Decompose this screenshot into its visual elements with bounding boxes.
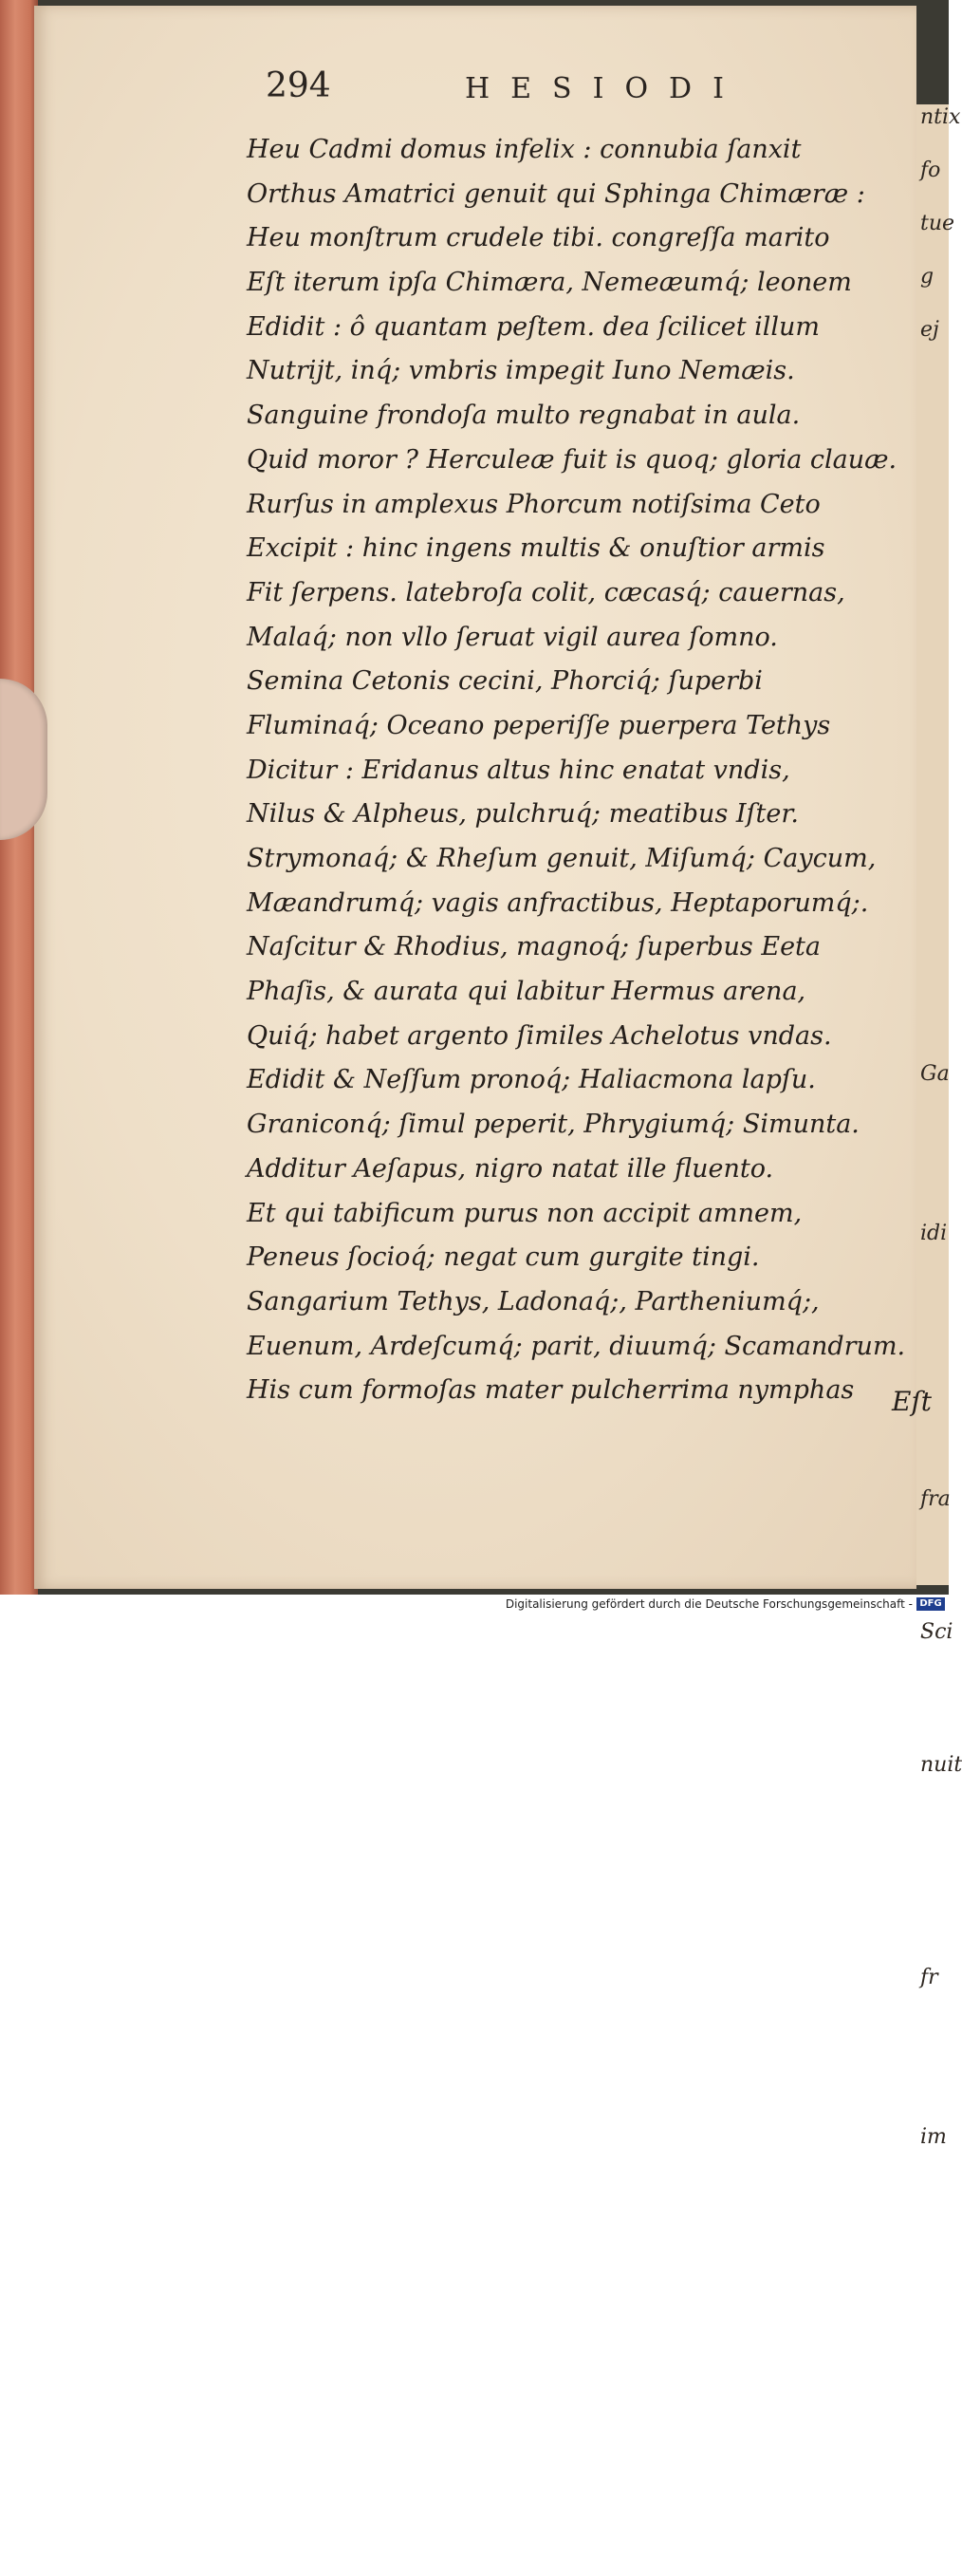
verse-line: Semina Cetonis cecini, Phorciq́; ſuperbi (247, 666, 763, 697)
verse-line: Dicitur : Eridanus altus hinc enatat vndis, (247, 755, 790, 785)
facing-page-fragment (916, 184, 949, 211)
verse-line: Heu monſtrum crudele tibi. congreſſa marito (247, 223, 830, 253)
facing-page-fragment (916, 397, 949, 423)
facing-page-fragment (916, 1114, 949, 1141)
facing-page-fragment (916, 1726, 949, 1752)
facing-page-fragment (916, 1805, 949, 1832)
facing-page-fragment: ntix (920, 105, 961, 129)
verse-line: Et qui tabificum purus non accipit amnem, (247, 1198, 803, 1228)
facing-page-fragment (916, 2044, 949, 2071)
facing-page-fragment (916, 1008, 949, 1035)
facing-page-fragment (916, 742, 949, 769)
facing-page-fragment (916, 1141, 949, 1167)
facing-page-fragment (916, 609, 949, 636)
facing-page-fragment (916, 2549, 949, 2576)
facing-page-fragment (916, 1247, 949, 1274)
verse-line: Sangarium Tethys, Ladonaq́;, Partheniumq́;, (247, 1286, 820, 1316)
footer-bar (0, 1595, 949, 1615)
facing-page-fragment (916, 2417, 949, 2443)
facing-page-fragment (916, 981, 949, 1008)
facing-page-fragment (916, 1646, 949, 1672)
facing-page-fragment (916, 1699, 949, 1726)
facing-page-fragment (916, 423, 949, 450)
facing-page-fragment (916, 1433, 949, 1460)
verse-line: Eſt iterum ipſa Chimæra, Nemeæumq́; leonem (247, 268, 852, 298)
facing-page-fragment (916, 583, 949, 609)
verse-line: Quiq́; habet argento ſimiles Achelotus vndas. (247, 1020, 832, 1051)
facing-page-fragment (916, 902, 949, 928)
facing-page-fragment (916, 1353, 949, 1380)
facing-page-fragment (916, 2496, 949, 2523)
facing-page-fragment (916, 556, 949, 583)
verse-line: Malaq́; non vllo ſeruat vigil aurea ſomno. (247, 622, 778, 652)
facing-page-fragment (916, 530, 949, 556)
verse-line: Heu Cadmi domus infelix : connubia ſanxit (247, 135, 802, 164)
facing-page-fragment (916, 1885, 949, 1912)
facing-page-fragment (916, 2098, 949, 2124)
facing-page-fragment (916, 1912, 949, 1938)
facing-page-fragment (916, 2231, 949, 2257)
facing-page-fragment: nuit (920, 1753, 962, 1777)
facing-page-fragment (916, 370, 949, 397)
page-clip (0, 679, 47, 840)
verse-line: Nutrijt, inq́; vmbris impegit Iuno Nemæis. (247, 356, 795, 386)
facing-page-fragment (916, 1088, 949, 1114)
verse-line: Edidit & Neſſum pronoq́; Haliacmona lapſu. (247, 1065, 816, 1095)
verse-line: Additur Aeſapus, nigro natat ille fluento. (247, 1153, 774, 1184)
facing-page-fragment (916, 1513, 949, 1540)
facing-page-fragment (916, 822, 949, 849)
facing-page-fragment (916, 1672, 949, 1699)
verse-line: Quid moror ? Herculeæ fuit is quoq; gloria clauæ. (247, 444, 897, 475)
verse-line: His cum formoſas mater pulcherrima nymphas (247, 1375, 855, 1406)
verse-line: Nilus & Alpheus, pulchruq́; meatibus Iſter. (247, 799, 799, 830)
facing-page-fragment: tue (920, 212, 955, 235)
verse-line: Euenum, Ardeſcumq́; parit, diuumq́; Scamandrum. (247, 1331, 906, 1361)
facing-page-fragment (916, 2177, 949, 2204)
verse-line: Excipit : hinc ingens multis & onuſtior armis (247, 533, 825, 564)
facing-page-fragment (916, 1300, 949, 1327)
facing-page-fragment (916, 1938, 949, 1965)
facing-page-fragment (916, 689, 949, 716)
facing-page-fragment (916, 2363, 949, 2390)
facing-page-fragment (916, 955, 949, 981)
facing-page-fragment (916, 503, 949, 530)
facing-page-fragment (916, 1991, 949, 2018)
facing-page-fragment: fo (920, 159, 941, 182)
facing-page-fragment (916, 1327, 949, 1353)
facing-page-fragment (916, 1274, 949, 1300)
facing-page-fragment (916, 237, 949, 264)
verse-line: Strymonaq́; & Rheſum genuit, Miſumq́; Caycum, (247, 844, 877, 873)
facing-page-fragment (916, 450, 949, 476)
facing-page-fragment: fra (920, 1487, 951, 1511)
verse-line: Edidit : ô quantam peſtem. dea ſcilicet illum (247, 311, 821, 342)
dfg-logo: DFG (916, 1597, 945, 1611)
facing-page-fragment (916, 2151, 949, 2177)
facing-page-fragment (916, 476, 949, 503)
facing-page-fragment (916, 2337, 949, 2363)
digitization-credit: Digitalisierung gefördert durch die Deutsche Forschungsgemeinschaft - (505, 1597, 913, 1611)
facing-page-fragment (916, 2204, 949, 2231)
facing-page-fragment (916, 2071, 949, 2098)
facing-page-fragment (916, 2284, 949, 2310)
verse-line: Naſcitur & Rhodius, magnoq́; ſuperbus Eeta (247, 932, 822, 962)
facing-page-fragment (916, 769, 949, 795)
facing-page-fragment (916, 1035, 949, 1061)
verse-line: Graniconq́; ſimul peperit, Phrygiumq́; Simunta. (247, 1110, 860, 1140)
facing-page-fragment (916, 1779, 949, 1805)
facing-page-fragment (916, 131, 949, 158)
facing-page-fragment: g (920, 265, 934, 289)
facing-page-fragment (916, 795, 949, 822)
facing-page-fragment (916, 1194, 949, 1221)
facing-page-fragment (916, 290, 949, 317)
page-number: 294 (266, 66, 331, 105)
facing-page-fragment (916, 2310, 949, 2337)
facing-page-fragment: fr (920, 1966, 938, 1989)
facing-page-fragment (916, 636, 949, 663)
verse-line: Phaſis, & aurata qui labitur Hermus arena, (247, 977, 806, 1007)
facing-page-fragment (916, 1832, 949, 1858)
facing-page-fragment (916, 849, 949, 875)
facing-page-fragment (916, 1566, 949, 1593)
facing-page-fragment (916, 1540, 949, 1566)
facing-page-fragment: idi (920, 1222, 948, 1245)
facing-page-fragment (916, 716, 949, 742)
facing-page-fragment (916, 875, 949, 902)
facing-page-fragment (916, 2443, 949, 2470)
facing-page-fragment (916, 1858, 949, 1885)
catchword: Eſt (892, 1386, 933, 1417)
verse-line: Fit ſerpens. latebroſa colit, cæcasq́; cauernas, (247, 577, 845, 607)
facing-page-fragment (916, 2257, 949, 2284)
facing-page-fragment (916, 2470, 949, 2496)
facing-page-fragment: im (920, 2125, 947, 2149)
facing-page-fragment (916, 1460, 949, 1486)
verse-line: Rurſus in amplexus Phorcum notiſsima Ceto (247, 489, 821, 519)
verse-line: Orthus Amatrici genuit qui Sphinga Chimæræ : (247, 178, 865, 209)
facing-page-fragment (916, 344, 949, 370)
verse-line: Fluminaq́; Oceano peperiſſe puerpera Tethys (247, 710, 831, 740)
verse-line: Sanguine frondoſa multo regnabat in aula. (247, 401, 801, 431)
facing-page-fragment (916, 2390, 949, 2417)
facing-page-fragment: Ga (920, 1062, 950, 1086)
facing-page-fragment: Sci (920, 1620, 953, 1644)
facing-page-fragment (916, 1167, 949, 1194)
facing-page-fragment: ej (920, 318, 939, 342)
running-title: HESIODI (465, 72, 745, 105)
facing-page-fragment (916, 2018, 949, 2044)
facing-page-fragment (916, 663, 949, 689)
page-header (266, 66, 797, 114)
facing-page-fragment (916, 928, 949, 955)
verse-line: Peneus ſocioq́; negat cum gurgite tingi. (247, 1242, 760, 1273)
verse-block (247, 128, 911, 1413)
verse-line: Mæandrumq́; vagis anfractibus, Heptaporumq́;. (247, 887, 869, 918)
facing-page-fragment (916, 2523, 949, 2549)
